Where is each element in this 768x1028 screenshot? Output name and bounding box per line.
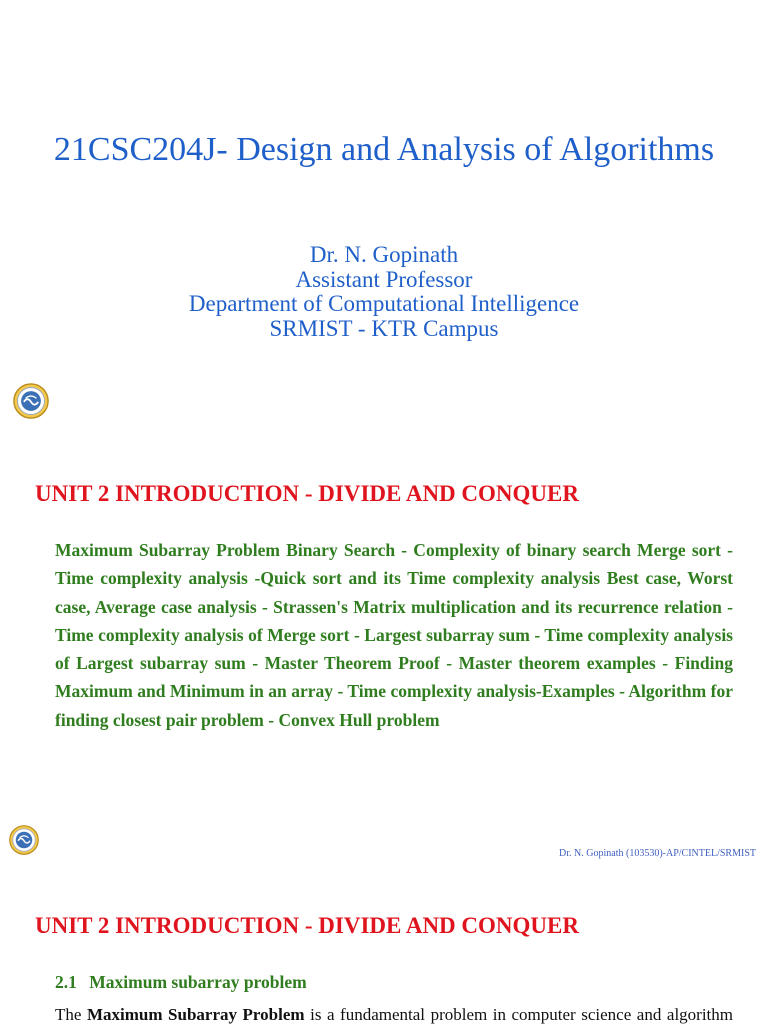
unit-heading: UNIT 2 INTRODUCTION - DIVIDE AND CONQUER bbox=[35, 481, 579, 506]
topics-list: Maximum Subarray Problem Binary Search - Complexity of binary search Merge sort - Time complexity analysis -Quick sort and its Time complexity analysis Best case, Worst case, Average case analysis - Strassen's Matrix multiplication and its recurrence relation - Time complexity analysis of Merge sort - Largest subarray sum - Time complexity analysis of Largest subarray sum - Master Theorem Proof - Master theorem examples - Finding Maximum and Minimum in an array - Time complexity analysis-Examples - Algorithm for finding closest pair problem - Convex Hull problem bbox=[55, 540, 733, 730]
university-seal-icon bbox=[9, 825, 39, 855]
section-number: 2.1 bbox=[55, 972, 77, 992]
section-title bbox=[55, 970, 307, 994]
author-block bbox=[0, 243, 768, 341]
body-suffix: is a fundamental problem in computer science and algorithm bbox=[304, 1005, 733, 1024]
body-prefix: The bbox=[55, 1005, 87, 1024]
slide-footer: Dr. N. Gopinath (103530)-AP/CINTEL/SRMIST bbox=[559, 848, 756, 859]
body-paragraph bbox=[55, 1002, 733, 1028]
slide-title: 21CSC204J- Design and Analysis of Algorithms bbox=[53, 131, 715, 168]
author-name: Dr. N. Gopinath bbox=[309, 242, 459, 267]
section-title-text: Maximum subarray problem bbox=[89, 972, 307, 992]
author-department: Department of Computational Intelligence bbox=[188, 291, 580, 316]
author-institution: SRMIST - KTR Campus bbox=[269, 315, 499, 341]
unit-heading-2: UNIT 2 INTRODUCTION - DIVIDE AND CONQUER bbox=[35, 913, 579, 938]
university-seal-icon bbox=[13, 383, 49, 419]
author-role: Assistant Professor bbox=[295, 266, 473, 292]
body-bold-term: Maximum Subarray Problem bbox=[86, 1005, 305, 1024]
